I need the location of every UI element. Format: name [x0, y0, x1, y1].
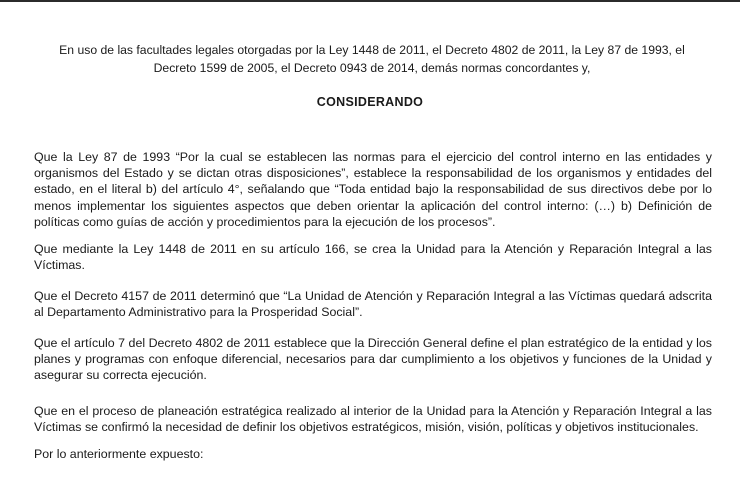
section-heading: CONSIDERANDO	[316, 95, 424, 109]
paragraph-decreto-4802: Que el artículo 7 del Decreto 4802 de 2011 establece que la Dirección General define el plan estratégico de la entidad y los planes y programas con enfoque diferencial, necesarios para dar cumplimiento a los objetivos y funciones de la Unidad y asegurar su correcta ejecución.	[34, 336, 712, 383]
paragraph-ley-1448: Que mediante la Ley 1448 de 2011 en su artículo 166, se crea la Unidad para la Atención y Reparación Integral a las Víctimas.	[34, 242, 712, 273]
paragraph-ley-87: Que la Ley 87 de 1993 “Por la cual se establecen las normas para el ejercicio del control interno en las entidades y organismos del Estado y se dictan otras disposiciones”, establece la responsabilidad de los organismos y entidades del estado, en el literal b) del artículo 4°, señalando que “Toda entidad bajo la responsabilidad de sus directivos debe por lo menos implementar los siguientes aspectos que deben orientar la aplicación del control interno: (…) b) Definición de políticas como guías de acción y procedimientos para la ejecución de los procesos”.	[34, 150, 712, 229]
paragraph-planeacion: Que en el proceso de planeación estratégica realizado al interior de la Unidad para la Atención y Reparación Integral a las Víctimas se confirmó la necesidad de definir los objetivos estratégicos, misión, visión, políticas y objetivos institucionales.	[34, 404, 712, 435]
paragraph-decreto-4157: Que el Decreto 4157 de 2011 determinó que “La Unidad de Atención y Reparación Integral a las Víctimas quedará adscrita al Departamento Administrativo para la Prosperidad Social”.	[34, 289, 712, 320]
top-rule	[0, 0, 740, 2]
preamble-text: En uso de las facultades legales otorgadas por la Ley 1448 de 2011, el Decreto 4802 de 2011, la Ley 87 de 1993, el Decreto 1599 de 2005, el Decreto 0943 de 2014, demás normas concordantes y,	[59, 43, 685, 76]
paragraph-conclusion: Por lo anteriormente expuesto:	[34, 447, 204, 461]
